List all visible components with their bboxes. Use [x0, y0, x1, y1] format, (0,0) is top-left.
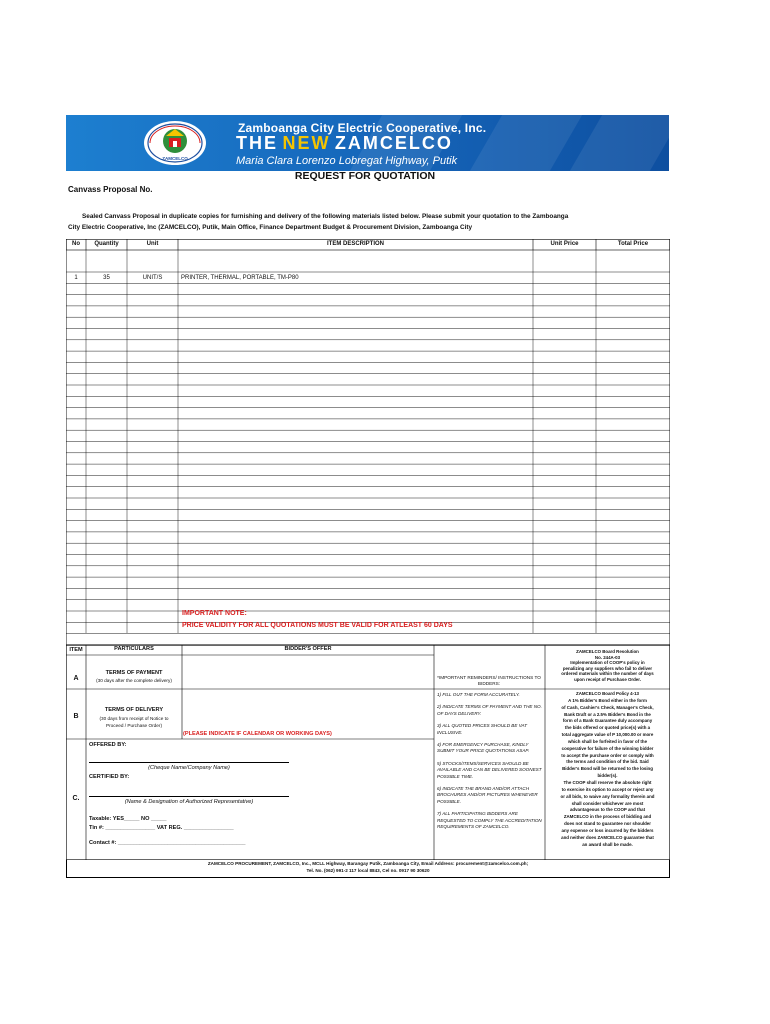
- offered-by-line: [89, 762, 289, 763]
- policy-line: the bids offered or quoted price(s) with a: [564, 725, 651, 731]
- zamcelco-logo-icon: [142, 120, 208, 166]
- items-table: [66, 239, 670, 645]
- resolution-line: upon receipt of Purchase Order.: [574, 676, 641, 682]
- policy-line: to accept the purchase order or comply with: [561, 752, 654, 758]
- policy-line: cooperative for failure of the winning bidder: [561, 745, 654, 751]
- policy-line: ZAMCELCO Board Policy 4-13: [576, 691, 639, 696]
- items-table-grid: [66, 239, 670, 645]
- certified-by-label: CERTIFIED BY:: [89, 774, 130, 780]
- item-b-letter: B: [73, 713, 79, 720]
- policy-line: Bank Draft or a 2.5% Bidder's Bond in the: [564, 711, 651, 717]
- policy-line: bidder(s).: [597, 773, 618, 779]
- intro-text: [68, 212, 673, 233]
- terms-of-delivery-sub-1: (30 days from receipt of Notice to: [99, 716, 169, 721]
- instruction-item: 7) ALL PARTICIPATING BIDDERS ARE REQUESTED TO COMPLY THE ACCREDITATION REQUIREMENTS OF ZAMCELCO.: [437, 811, 542, 830]
- policy-line: and neither does ZAMCELCO guarantee that: [561, 834, 654, 840]
- terms-of-delivery-sub-2: Proceed / Purchase Order): [105, 723, 162, 728]
- col-item: ITEM: [69, 647, 83, 653]
- page-footer: [66, 860, 670, 878]
- policy-line: total aggregate value of P 10,000.00 or more: [561, 732, 654, 738]
- policy-line: form of a Bank Guarantee duly accompany: [562, 718, 653, 724]
- policy-line: shall consider whichever are most: [571, 800, 644, 806]
- terms-of-payment-sub: (30 days after the complete delivery): [96, 678, 172, 683]
- resolution-line: ZAMCELCO Board Resolution: [576, 649, 639, 654]
- policy-line: The COOP shall reserve the absolute right: [563, 779, 652, 785]
- footer-line-2: Tel. No. (062) 991-2 117 local 8843, Cel no. 0917 90 30620: [306, 867, 430, 873]
- policy-line: Bidder's Bond will be returned to the losing: [562, 766, 653, 772]
- col-header-total-price: Total Price: [617, 241, 649, 247]
- coop-address: Maria Clara Lorenzo Lobregat Highway, Putik: [236, 155, 458, 167]
- item-c-letter: C.: [72, 795, 80, 802]
- intro-line-2: City Electric Cooperative, Inc (ZAMCELCO), Putik, Main Office, Finance Department Budget & Procurement Division, Zamboanga City: [68, 223, 473, 231]
- bidders-offer-section: [66, 645, 670, 860]
- taxable-field: Taxable: YES_____ NO _____: [89, 816, 167, 822]
- contact-field: Contact #: _________________________________________: [89, 840, 246, 846]
- policy-line: does not stand to guarantee nor shoulder: [564, 821, 651, 827]
- instructions-list: [437, 692, 542, 831]
- cheque-name-caption: (Cheque Name/Company Name): [148, 765, 230, 771]
- col-bidders-offer: BIDDER'S OFFER: [284, 646, 332, 652]
- tin-vat-field: Tin #: ________________ VAT REG. ________________: [89, 825, 234, 831]
- row-no: 1: [74, 275, 78, 281]
- col-header-item-description: ITEM DESCRIPTION: [326, 241, 384, 247]
- board-resolution: [546, 649, 669, 683]
- important-note-title: IMPORTANT NOTE:: [182, 610, 247, 617]
- coop-name: Zamboanga City Electric Cooperative, Inc.: [238, 121, 487, 135]
- footer-line-1: ZAMCELCO PROCUREMENT, ZAMCELCO, Inc., MCLL Highway, Barangay Putik, Zamboanga City, Email Address: procurement@zamcelco.com.ph;: [207, 861, 529, 866]
- policy-line: of Cash, Cashier's Check, Manager's Check,: [561, 704, 654, 710]
- instruction-item: 6) INDICATE THE BRAND AND/OR ATTACH BROCHURES AND/OR PICTURES WHENEVER POSSIBLE.: [437, 786, 538, 804]
- offered-by-label: OFFERED BY:: [89, 742, 127, 748]
- policy-line: to exercise its option to accept or reject any: [561, 786, 654, 792]
- page-title: REQUEST FOR QUOTATION: [294, 170, 436, 182]
- col-header-unit-price: Unit Price: [550, 241, 579, 247]
- policy-line: any expense or loss incurred by the bidders: [561, 827, 654, 833]
- col-particulars: PARTICULARS: [114, 646, 154, 652]
- certified-by-line: [89, 796, 289, 797]
- terms-of-payment-title: TERMS OF PAYMENT: [105, 670, 163, 676]
- name-designation-caption: (Name & Designation of Authorized Representative): [124, 799, 254, 805]
- col-header-quantity: Quantity: [94, 241, 119, 247]
- canvass-proposal-label: Canvass Proposal No.: [68, 185, 153, 194]
- delivery-days-note: (PLEASE INDICATE IF CALENDAR OR WORKING DAYS): [183, 731, 332, 737]
- row-description: PRINTER, THERMAL, PORTABLE, TM-P80: [181, 275, 299, 281]
- resolution-line: ordered materials within the number of days: [561, 671, 654, 677]
- instruction-item: 3) ALL QUOTED PRICES SHOULD BE VAT INCLUSIVE.: [437, 723, 528, 735]
- policy-line: advantageous to the COOP and that: [569, 807, 646, 813]
- brand-new: NEW: [282, 133, 331, 153]
- brand-name: [236, 133, 453, 155]
- policy-line: which shall be forfeited in favor of the: [567, 738, 648, 744]
- brand-the: THE: [236, 133, 278, 153]
- resolution-line: Implementation of COOP's policy in: [570, 660, 645, 666]
- instructions-title: *IMPORTANT REMINDERS/ INSTRUCTIONS TO BIDDERS:: [437, 675, 541, 687]
- instruction-item: 1) FILL OUT THE FORM ACCURATELY.: [437, 692, 520, 697]
- policy-line: an award shall be made.: [582, 841, 633, 847]
- row-quantity: 35: [103, 275, 110, 281]
- policy-line: or all bids, to waive any formality therein and: [560, 793, 655, 799]
- intro-line-1: Sealed Canvass Proposal in duplicate copies for furnishing and delivery of the following materials listed below. Please submit your quotation to the Zamboanga: [82, 213, 569, 220]
- policy-line: A 1% Bidder's Bond either in the form: [568, 697, 647, 703]
- board-policy: [546, 691, 669, 848]
- logo-text: ZAMCELCO: [162, 156, 188, 161]
- item-a-letter: A: [73, 675, 79, 682]
- resolution-line: penalizing any suppliers who fail to deliver: [562, 665, 653, 671]
- instruction-item: 2) INDICATE TERMS OF PAYMENT AND THE NO. OF DAYS DELIVERY.: [437, 704, 542, 716]
- brand-zamcelco: ZAMCELCO: [334, 133, 453, 153]
- row-unit: UNIT/S: [142, 275, 163, 281]
- policy-line: ZAMCELCO in the process of bidding and: [563, 814, 652, 820]
- col-header-no: No: [72, 241, 80, 247]
- resolution-line: No. 244A-03: [594, 654, 621, 660]
- policy-line: the terms and condition of the bid. Said: [566, 759, 649, 765]
- terms-of-delivery-title: TERMS OF DELIVERY: [104, 707, 164, 713]
- instruction-item: 4) FOR EMERGENCY PURCHASE, KINDLY SUBMIT YOUR PRICE QUOTATIONS ASAP.: [437, 742, 530, 754]
- col-header-unit: Unit: [146, 241, 159, 247]
- instruction-item: 5) STOCKS/ITEMS/SERVICES SHOULD BE AVAILABLE AND CAN BE DELIVERED SOONEST POSSIBLE TIME.: [437, 760, 542, 779]
- important-note-text: PRICE VALIDITY FOR ALL QUOTATIONS MUST BE VALID FOR ATLEAST 60 DAYS: [182, 622, 453, 629]
